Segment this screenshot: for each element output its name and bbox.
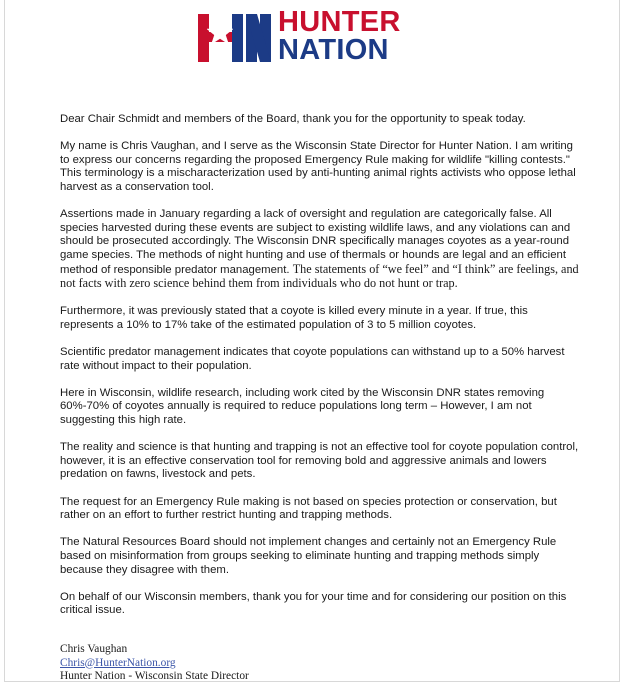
- signature-title: Hunter Nation - Wisconsin State Director: [60, 670, 249, 683]
- paragraph-wisconsin-research: Here in Wisconsin, wildlife research, including work cited by the Wisconsin DNR states removing 60%-70% of coyotes annually is required to reduce populations long term – However, I am not suggesting this high rate.: [60, 386, 545, 427]
- hunter-nation-logo: [196, 8, 428, 68]
- paragraph-assertions-text: Assertions made in January regarding a lack of oversight and regulation are categorically false. All species harvested during these events are subject to existing wildlife laws, and any violations can and should be prosecuted accordingly. The Wisconsin DNR specifically manages coyotes as a year-round game species. The methods of night hunting and use of thermals or hounds are legal and an efficient method of responsible predator management.: [60, 208, 571, 276]
- paragraph-predator-management: Scientific predator management indicates that coyote populations can withstand up to a 50% harvest rate without impact to their population.: [60, 346, 565, 372]
- greeting: Dear Chair Schmidt and members of the Board, thank you for the opportunity to speak today.: [60, 113, 526, 125]
- paragraph-reality: The reality and science is that hunting and trapping is not an effective tool for coyote population control, however, it is an effective conservation tool for removing bold and aggressive animals and lowers predation on fawns, livestock and pets.: [60, 441, 579, 481]
- paragraph-emergency-rule: The request for an Emergency Rule making is not based on species protection or conservation, but rather on an effort to further restrict hunting and trapping methods.: [60, 495, 557, 522]
- closing-paragraph: On behalf of our Wisconsin members, thank you for your time and for considering our position on this critical issue.: [60, 590, 567, 617]
- signature-email-link[interactable]: Chris@HunterNation.org: [60, 656, 176, 669]
- logo-wordmark: [278, 8, 401, 64]
- signature-name: Chris Vaughan: [60, 643, 128, 655]
- paragraph-board: The Natural Resources Board should not implement changes and certainly not an Emergency Rule based on misinformation from groups seeking to eliminate hunting and trapping methods simply because they disagree with them.: [60, 536, 557, 576]
- signature-block: [60, 643, 360, 684]
- logo-line-hunter: HUNTER: [278, 6, 401, 38]
- paragraph-assertions-serif-text: The statements of “we feel” and “I think” are feelings, and not facts with zero science behind them from individuals who do not hunt or trap.: [60, 261, 579, 291]
- logo-line-nation: NATION: [278, 34, 389, 66]
- paragraph-introduction: My name is Chris Vaughan, and I serve as the Wisconsin State Director for Hunter Nation. I am writing to express our concerns regarding the proposed Emergency Rule making for wildlife "killing contests." This terminology is a mischaracterization used by anti-hunting animal rights activists who oppose lethal harvest as a conservation tool.: [60, 140, 576, 193]
- paragraph-assertions: [60, 208, 580, 292]
- hn-star-logo-icon: [196, 10, 272, 66]
- letter-body: [60, 113, 580, 632]
- paragraph-coyote-rate: Furthermore, it was previously stated that a coyote is killed every minute in a year. If true, this represents a 10% to 17% take of the estimated population of 3 to 5 million coyotes.: [60, 305, 528, 331]
